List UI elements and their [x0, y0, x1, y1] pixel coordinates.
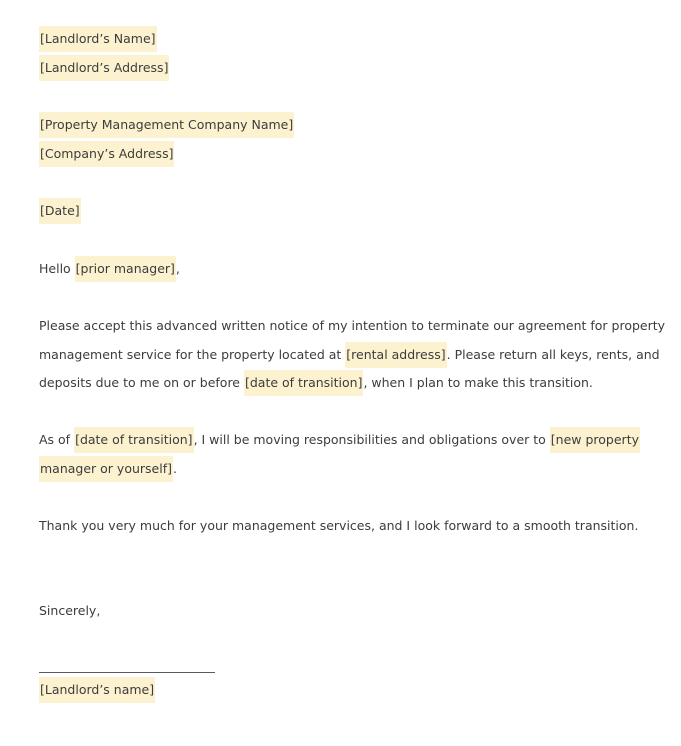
paragraph2-text-c: .: [172, 460, 177, 476]
thank-you-paragraph: Thank you very much for your management services, and I look forward to a smooth transition.: [39, 517, 639, 533]
closing-line: Sincerely,: [39, 603, 101, 618]
spacer: [39, 283, 669, 312]
greeting-prefix: Hello: [39, 260, 75, 276]
spacer: [39, 226, 669, 255]
paragraph2-text-b: , I will be moving responsibilities and obligations over to: [193, 432, 550, 447]
landlord-address-line: [39, 54, 669, 83]
date-line: [39, 197, 669, 226]
termination-paragraph: [39, 312, 669, 398]
company-name-placeholder[interactable]: [Property Management Company Name]: [39, 112, 294, 138]
spacer: [39, 540, 669, 597]
company-address-placeholder[interactable]: [Company’s Address]: [39, 141, 174, 167]
paragraph2-text-a: As of: [39, 432, 75, 447]
landlord-name-placeholder[interactable]: [Landlord’s Name]: [39, 26, 157, 52]
signature-name-line: [39, 676, 669, 705]
date-of-transition-placeholder[interactable]: [date of transition]: [244, 370, 364, 396]
spacer: [39, 82, 669, 111]
company-address-line: [39, 140, 669, 169]
landlord-address-placeholder[interactable]: [Landlord’s Address]: [39, 55, 169, 81]
date-placeholder[interactable]: [Date]: [39, 198, 81, 224]
new-manager-placeholder[interactable]: [new property manager or yourself]: [39, 427, 640, 482]
signature-line: [39, 658, 215, 673]
greeting-suffix: ,: [175, 260, 180, 276]
greeting-line: [39, 255, 669, 284]
date-of-transition-placeholder-2[interactable]: [date of transition]: [74, 427, 194, 453]
signature-name-placeholder[interactable]: [Landlord’s name]: [39, 677, 155, 703]
landlord-name-line: [39, 25, 669, 54]
spacer: [39, 168, 669, 197]
paragraph1-text-a: Please accept this advanced written notice of my intention to terminate our agreement for property management service for the property located at: [39, 318, 666, 362]
paragraph1-text-c: , when I plan to make this transition.: [363, 375, 593, 390]
prior-manager-placeholder[interactable]: [prior manager]: [75, 256, 176, 282]
letter-body: [39, 25, 669, 704]
spacer: [39, 483, 669, 512]
rental-address-placeholder[interactable]: [rental address]: [345, 342, 446, 368]
spacer: [39, 626, 669, 646]
spacer: [39, 398, 669, 427]
paragraph1-text-b: . Please return all keys, rents, and deposits due to me on or before: [39, 346, 660, 390]
company-name-line: [39, 111, 669, 140]
transition-paragraph: [39, 426, 669, 483]
